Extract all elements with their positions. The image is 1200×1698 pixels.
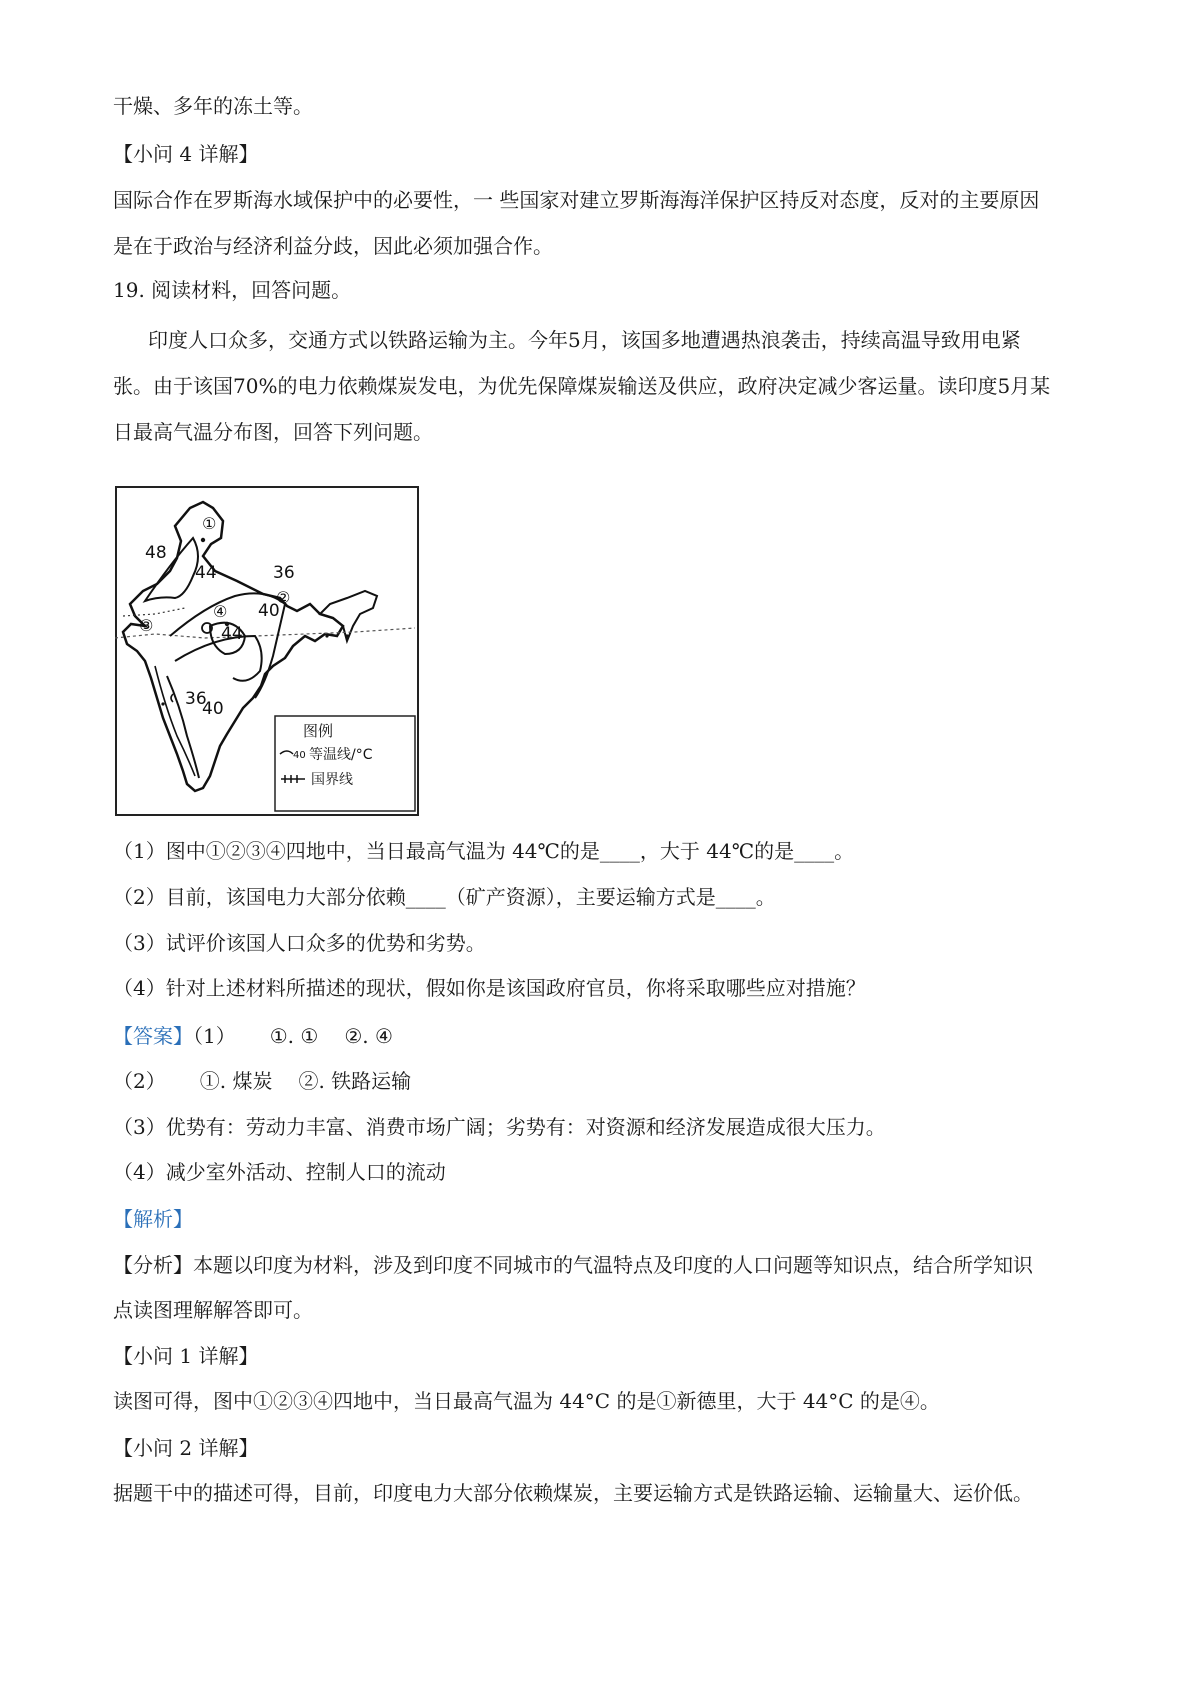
answer-item: ②. ④ — [344, 1024, 393, 1048]
legend-title: 图例 — [303, 722, 334, 740]
isotherm-label: 36 — [185, 689, 207, 709]
isotherm-label: 44 — [221, 624, 243, 644]
sub-question: （1）图中①②③④四地中，当日最高气温为 44℃的是____，大于 44℃的是____。 — [113, 839, 855, 863]
isotherm-label: 44 — [195, 563, 217, 583]
answer-line-2 — [113, 1067, 411, 1095]
material-paragraph: 日最高气温分布图，回答下列问题。 — [113, 420, 433, 444]
analysis-text: 点读图理解解答即可。 — [113, 1298, 313, 1322]
sub-question: （4）针对上述材料所描述的现状，假如你是该国政府官员，你将采取哪些应对措施？ — [113, 976, 866, 1000]
material-paragraph: 张。由于该国70%的电力依赖煤炭发电，为优先保障煤炭输送及供应，政府决定减少客运量。读印度5月某 — [113, 374, 1051, 398]
island-dot — [161, 702, 164, 705]
answer-prefix: （1） — [193, 1024, 236, 1048]
answer-label: 【答案】 — [113, 1024, 193, 1048]
answer-item: ①. 煤炭 — [199, 1069, 273, 1093]
marker-label: ② — [276, 588, 291, 607]
island-dot — [345, 634, 348, 637]
text-line: 是在于政治与经济利益分歧，因此必须加强合作。 — [113, 234, 553, 258]
analysis-label: 【解析】 — [113, 1207, 193, 1231]
text-line: 干燥、多年的冻土等。 — [113, 94, 313, 118]
india-temperature-map — [115, 486, 419, 816]
legend-isotherm-sample: 40 — [293, 750, 306, 761]
island-dot — [325, 634, 328, 637]
section-heading: 【小问 1 详解】 — [113, 1344, 259, 1368]
text-line: 国际合作在罗斯海水域保护中的必要性，一 些国家对建立罗斯海海洋保护区持反对态度，反对的主要原因 — [113, 188, 1040, 212]
city-dot-1 — [201, 538, 205, 542]
legend-box — [275, 716, 415, 811]
detail-text: 据题干中的描述可得，目前，印度电力大部分依赖煤炭，主要运输方式是铁路运输、运输量大、运价低。 — [113, 1481, 1033, 1505]
legend-border-label: 国界线 — [311, 772, 353, 788]
legend-isotherm-label: 等温线/°C — [309, 747, 373, 763]
detail-text: 读图可得，图中①②③④四地中，当日最高气温为 44°C 的是①新德里，大于 44°C 的是④。 — [113, 1389, 940, 1413]
legend-border — [275, 716, 415, 811]
answer-line-1 — [113, 1022, 393, 1050]
section-heading: 【小问 2 详解】 — [113, 1436, 259, 1460]
answer-line-3: （3）优势有：劳动力丰富、消费市场广阔；劣势有：对资源和经济发展造成很大压力。 — [113, 1115, 886, 1139]
answer-item: ②. 铁路运输 — [298, 1069, 412, 1093]
isotherm-label: 40 — [202, 699, 224, 719]
sub-question: （3）试评价该国人口众多的优势和劣势。 — [113, 931, 486, 955]
section-heading: 【小问 4 详解】 — [113, 142, 259, 166]
marker-label: ① — [202, 514, 217, 533]
material-paragraph: 印度人口众多，交通方式以铁路运输为主。今年5月，该国多地遭遇热浪袭击，持续高温导致用电紧 — [148, 328, 1021, 352]
answer-item: ①. ① — [269, 1024, 319, 1048]
question-number: 19. 阅读材料，回答问题。 — [113, 278, 352, 302]
isotherm-label: 36 — [273, 563, 295, 583]
sub-question: （2）目前，该国电力大部分依赖____（矿产资源），主要运输方式是____。 — [113, 885, 776, 909]
isotherm-label: 48 — [145, 543, 167, 563]
marker-label: ④ — [213, 602, 228, 621]
analysis-text: 【分析】本题以印度为材料，涉及到印度不同城市的气温特点及印度的人口问题等知识点，结合所学知识 — [113, 1253, 1033, 1277]
answer-line-4: （4）减少室外活动、控制人口的流动 — [113, 1160, 446, 1184]
marker-label: ③ — [139, 616, 154, 635]
isotherm-label: 40 — [258, 601, 280, 621]
answer-prefix: （2） — [113, 1069, 166, 1093]
